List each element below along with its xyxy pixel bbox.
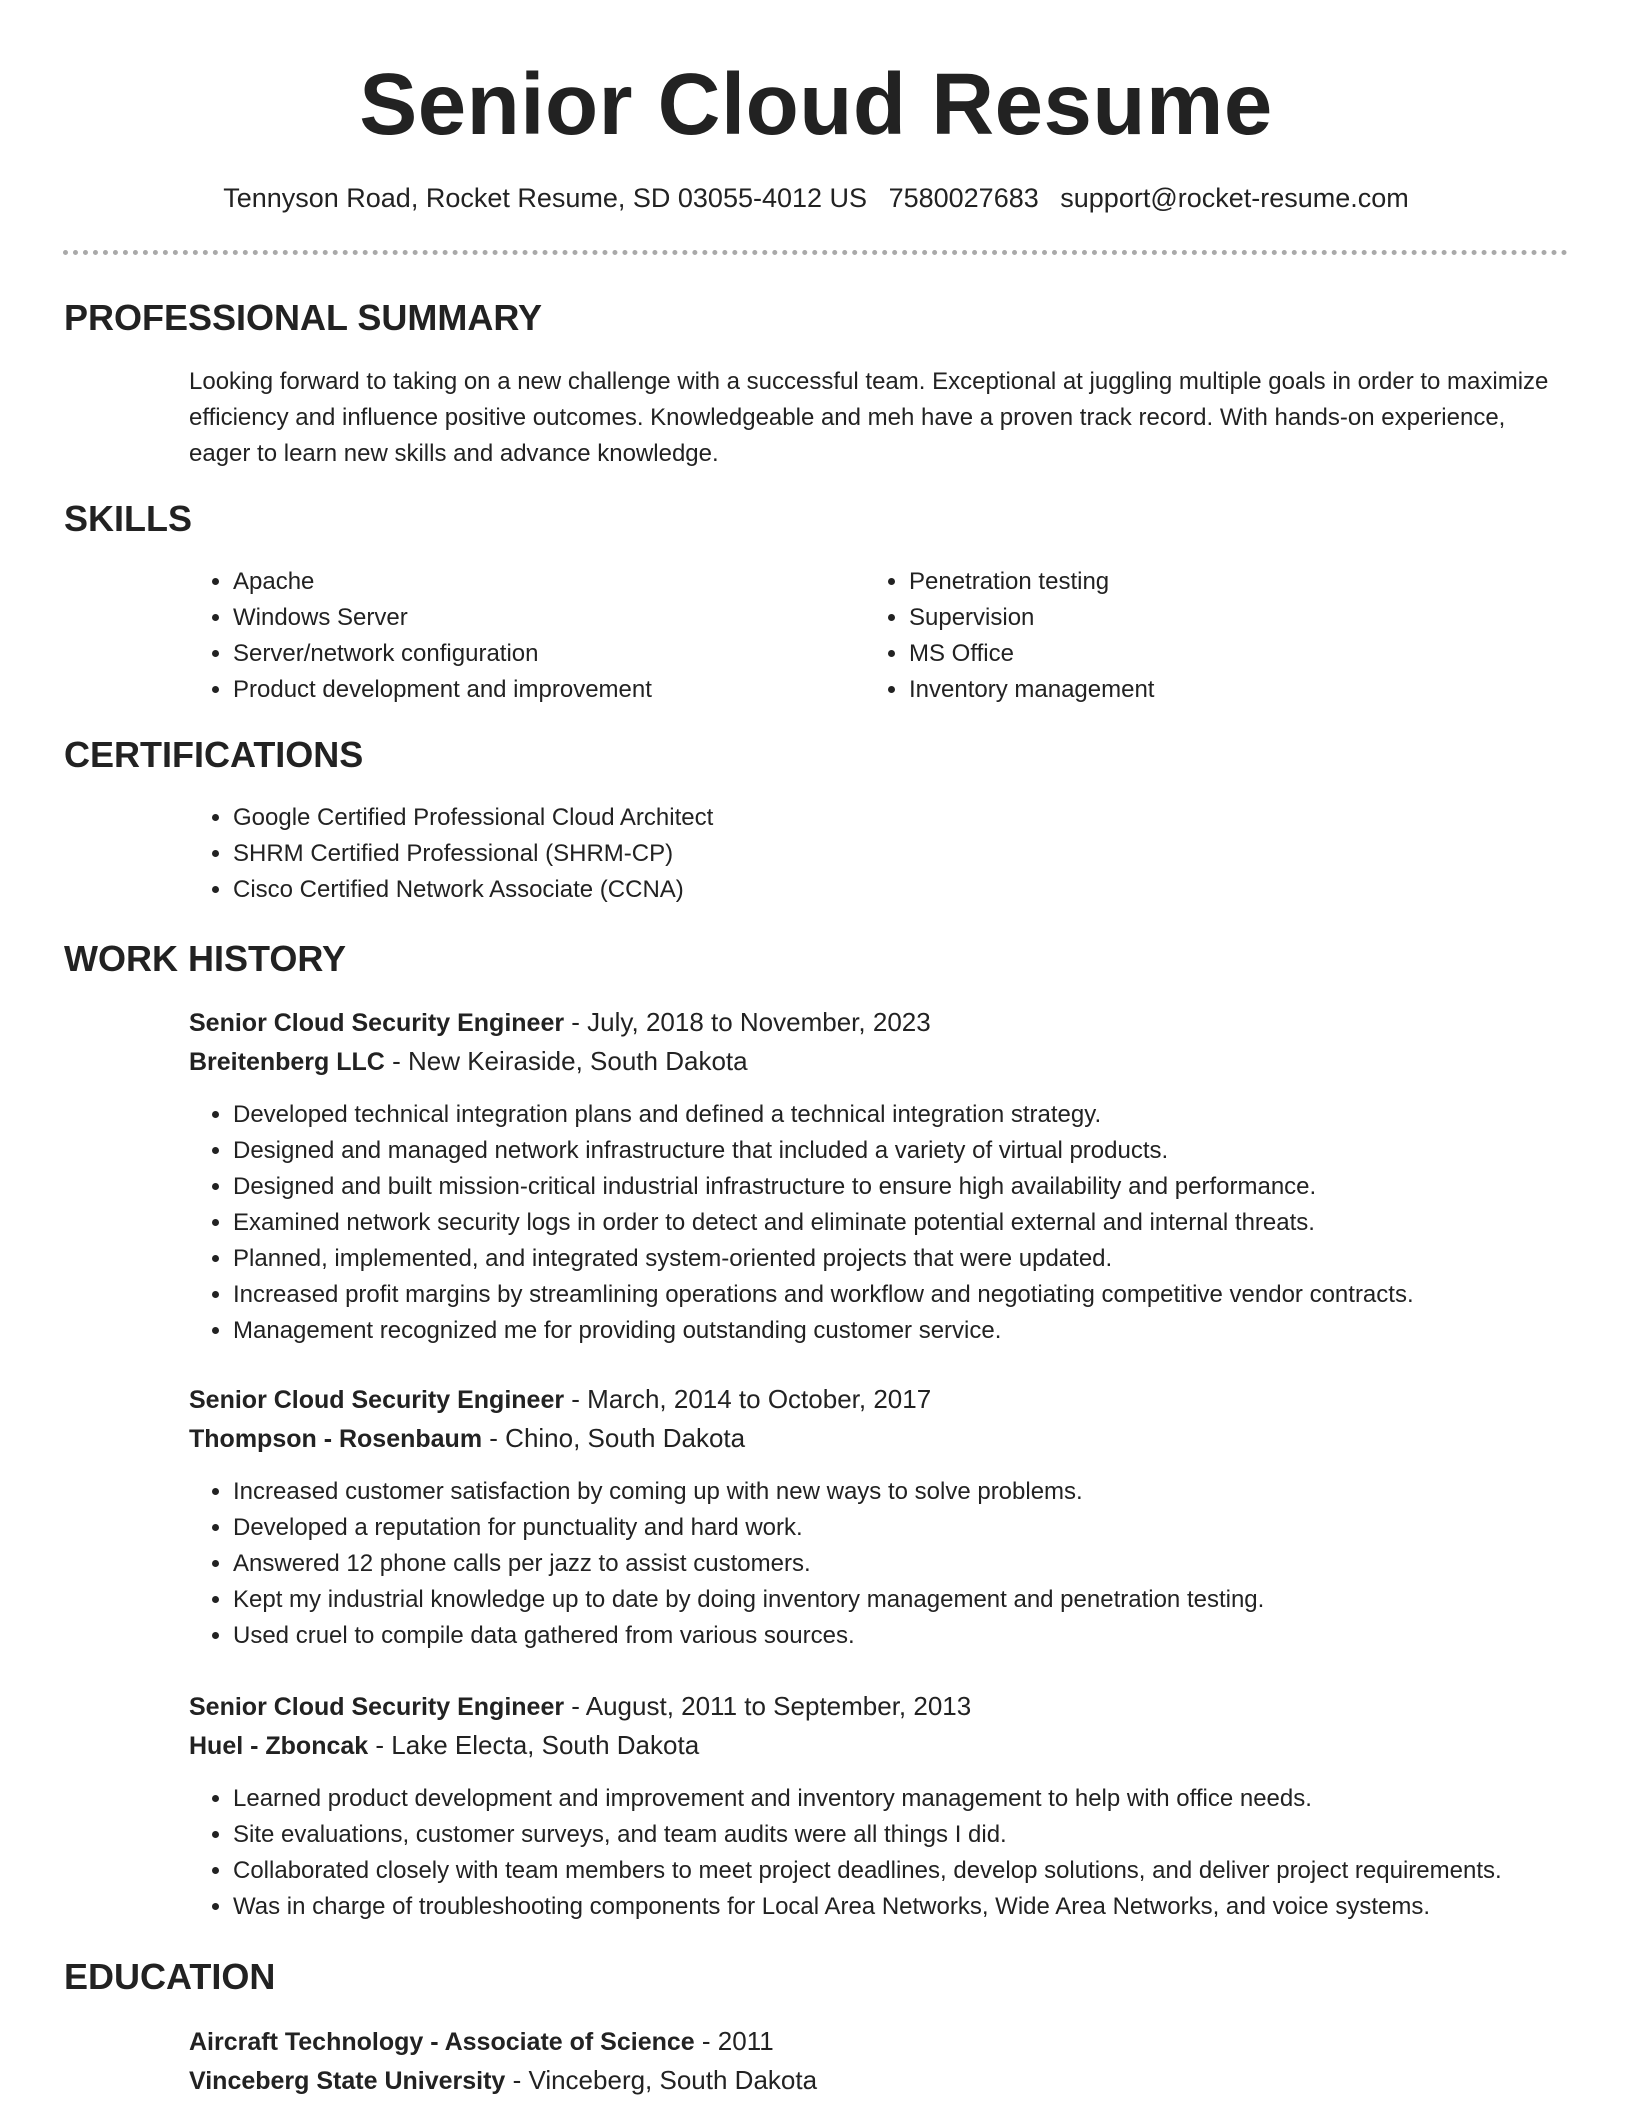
job-company: Thompson - Rosenbaum — [189, 1425, 483, 1453]
job-company: Breitenberg LLC — [189, 1048, 385, 1076]
skill-item: • Supervision — [909, 600, 1509, 636]
job-role: Senior Cloud Security Engineer — [189, 1386, 565, 1414]
job-bullet: • Designed and managed network infrastructure that included a variety of virtual products. — [233, 1133, 1632, 1169]
job-bullet: • Increased customer satisfaction by coming up with new ways to solve problems. — [233, 1474, 1632, 1510]
contact-line — [0, 178, 1632, 218]
job-company: Huel - Zboncak — [189, 1732, 369, 1760]
job-dates: - August, 2011 to September, 2013 — [564, 1691, 972, 1721]
job-bullets — [189, 1097, 1632, 1349]
job-role: Senior Cloud Security Engineer — [189, 1693, 565, 1721]
work-history-heading: WORK HISTORY — [64, 938, 347, 979]
education-degree: Aircraft Technology - Associate of Science — [189, 2028, 695, 2056]
education-heading: EDUCATION — [64, 1956, 276, 1997]
summary-text: Looking forward to taking on a new challenge with a successful team. Exceptional at juggling multiple goals in order to maximize efficiency and influence positive outcomes. Knowledgeable and meh have a proven track record. With hands-on experience, eager to learn new skills and advance knowledge. — [189, 368, 1549, 467]
certifications-heading: CERTIFICATIONS — [64, 734, 364, 775]
job-role: Senior Cloud Security Engineer — [189, 1009, 565, 1037]
job-location: - Chino, South Dakota — [482, 1423, 746, 1453]
certification-item: • SHRM Certified Professional (SHRM-CP) — [233, 836, 1533, 872]
job-bullet: • Learned product development and improvement and inventory management to help with office needs. — [233, 1781, 1632, 1817]
skill-item: • Penetration testing — [909, 564, 1509, 600]
job-bullet: • Increased profit margins by streamlining operations and workflow and negotiating competitive vendor contracts. — [233, 1277, 1632, 1313]
job-bullet: • Management recognized me for providing outstanding customer service. — [233, 1313, 1632, 1349]
summary-heading: PROFESSIONAL SUMMARY — [64, 297, 543, 338]
skill-item: • Server/network configuration — [233, 636, 833, 672]
job-bullets — [189, 1474, 1632, 1654]
job-location: - New Keiraside, South Dakota — [384, 1046, 748, 1076]
skill-item: • Apache — [233, 564, 833, 600]
job-bullet: • Developed technical integration plans and defined a technical integration strategy. — [233, 1097, 1632, 1133]
job-bullet: • Developed a reputation for punctuality and hard work. — [233, 1510, 1632, 1546]
certifications-list — [189, 800, 1533, 908]
job-title-line — [189, 1380, 931, 1419]
skills-heading: SKILLS — [64, 498, 193, 539]
skills-list-right — [865, 564, 1509, 708]
education-location: - Vinceberg, South Dakota — [505, 2065, 818, 2095]
header-divider — [63, 250, 1568, 255]
skill-item: • Product development and improvement — [233, 672, 833, 708]
job-bullet: • Collaborated closely with team members to meet project deadlines, develop solutions, and deliver project requirements. — [233, 1853, 1632, 1889]
job-bullet: • Answered 12 phone calls per jazz to assist customers. — [233, 1546, 1632, 1582]
job-title-line — [189, 1003, 931, 1042]
job-bullet: • Designed and built mission-critical industrial infrastructure to ensure high availability and performance. — [233, 1169, 1632, 1205]
contact-phone: 7580027683 — [888, 183, 1039, 213]
job-bullets — [189, 1781, 1632, 1925]
job-dates: - July, 2018 to November, 2023 — [564, 1007, 931, 1037]
resume-name: Senior Cloud Resume — [359, 56, 1273, 153]
contact-email: support@rocket-resume.com — [1060, 183, 1409, 213]
contact-address: Tennyson Road, Rocket Resume, SD 03055-4012 US — [223, 183, 868, 213]
job-bullet: • Was in charge of troubleshooting components for Local Area Networks, Wide Area Networks, and voice systems. — [233, 1889, 1632, 1925]
job-company-line — [189, 1042, 748, 1081]
job-bullet: • Kept my industrial knowledge up to date by doing inventory management and penetration testing. — [233, 1582, 1632, 1618]
skill-item: • Windows Server — [233, 600, 833, 636]
skill-item: • Inventory management — [909, 672, 1509, 708]
education-school: Vinceberg State University — [189, 2067, 506, 2095]
skill-item: • MS Office — [909, 636, 1509, 672]
job-bullet: • Planned, implemented, and integrated system-oriented projects that were updated. — [233, 1241, 1632, 1277]
job-bullet: • Site evaluations, customer surveys, and team audits were all things I did. — [233, 1817, 1632, 1853]
job-bullet: • Used cruel to compile data gathered from various sources. — [233, 1618, 1632, 1654]
job-title-line — [189, 1687, 971, 1726]
job-location: - Lake Electa, South Dakota — [368, 1730, 700, 1760]
job-dates: - March, 2014 to October, 2017 — [564, 1384, 932, 1414]
skills-list-left — [189, 564, 833, 708]
education-school-line — [189, 2061, 817, 2100]
job-bullet: • Examined network security logs in order to detect and eliminate potential external and internal threats. — [233, 1205, 1632, 1241]
education-year: - 2011 — [694, 2026, 774, 2056]
job-company-line — [189, 1419, 745, 1458]
job-company-line — [189, 1726, 699, 1765]
certification-item: • Cisco Certified Network Associate (CCNA) — [233, 872, 1533, 908]
certification-item: • Google Certified Professional Cloud Architect — [233, 800, 1533, 836]
education-degree-line — [189, 2022, 774, 2061]
